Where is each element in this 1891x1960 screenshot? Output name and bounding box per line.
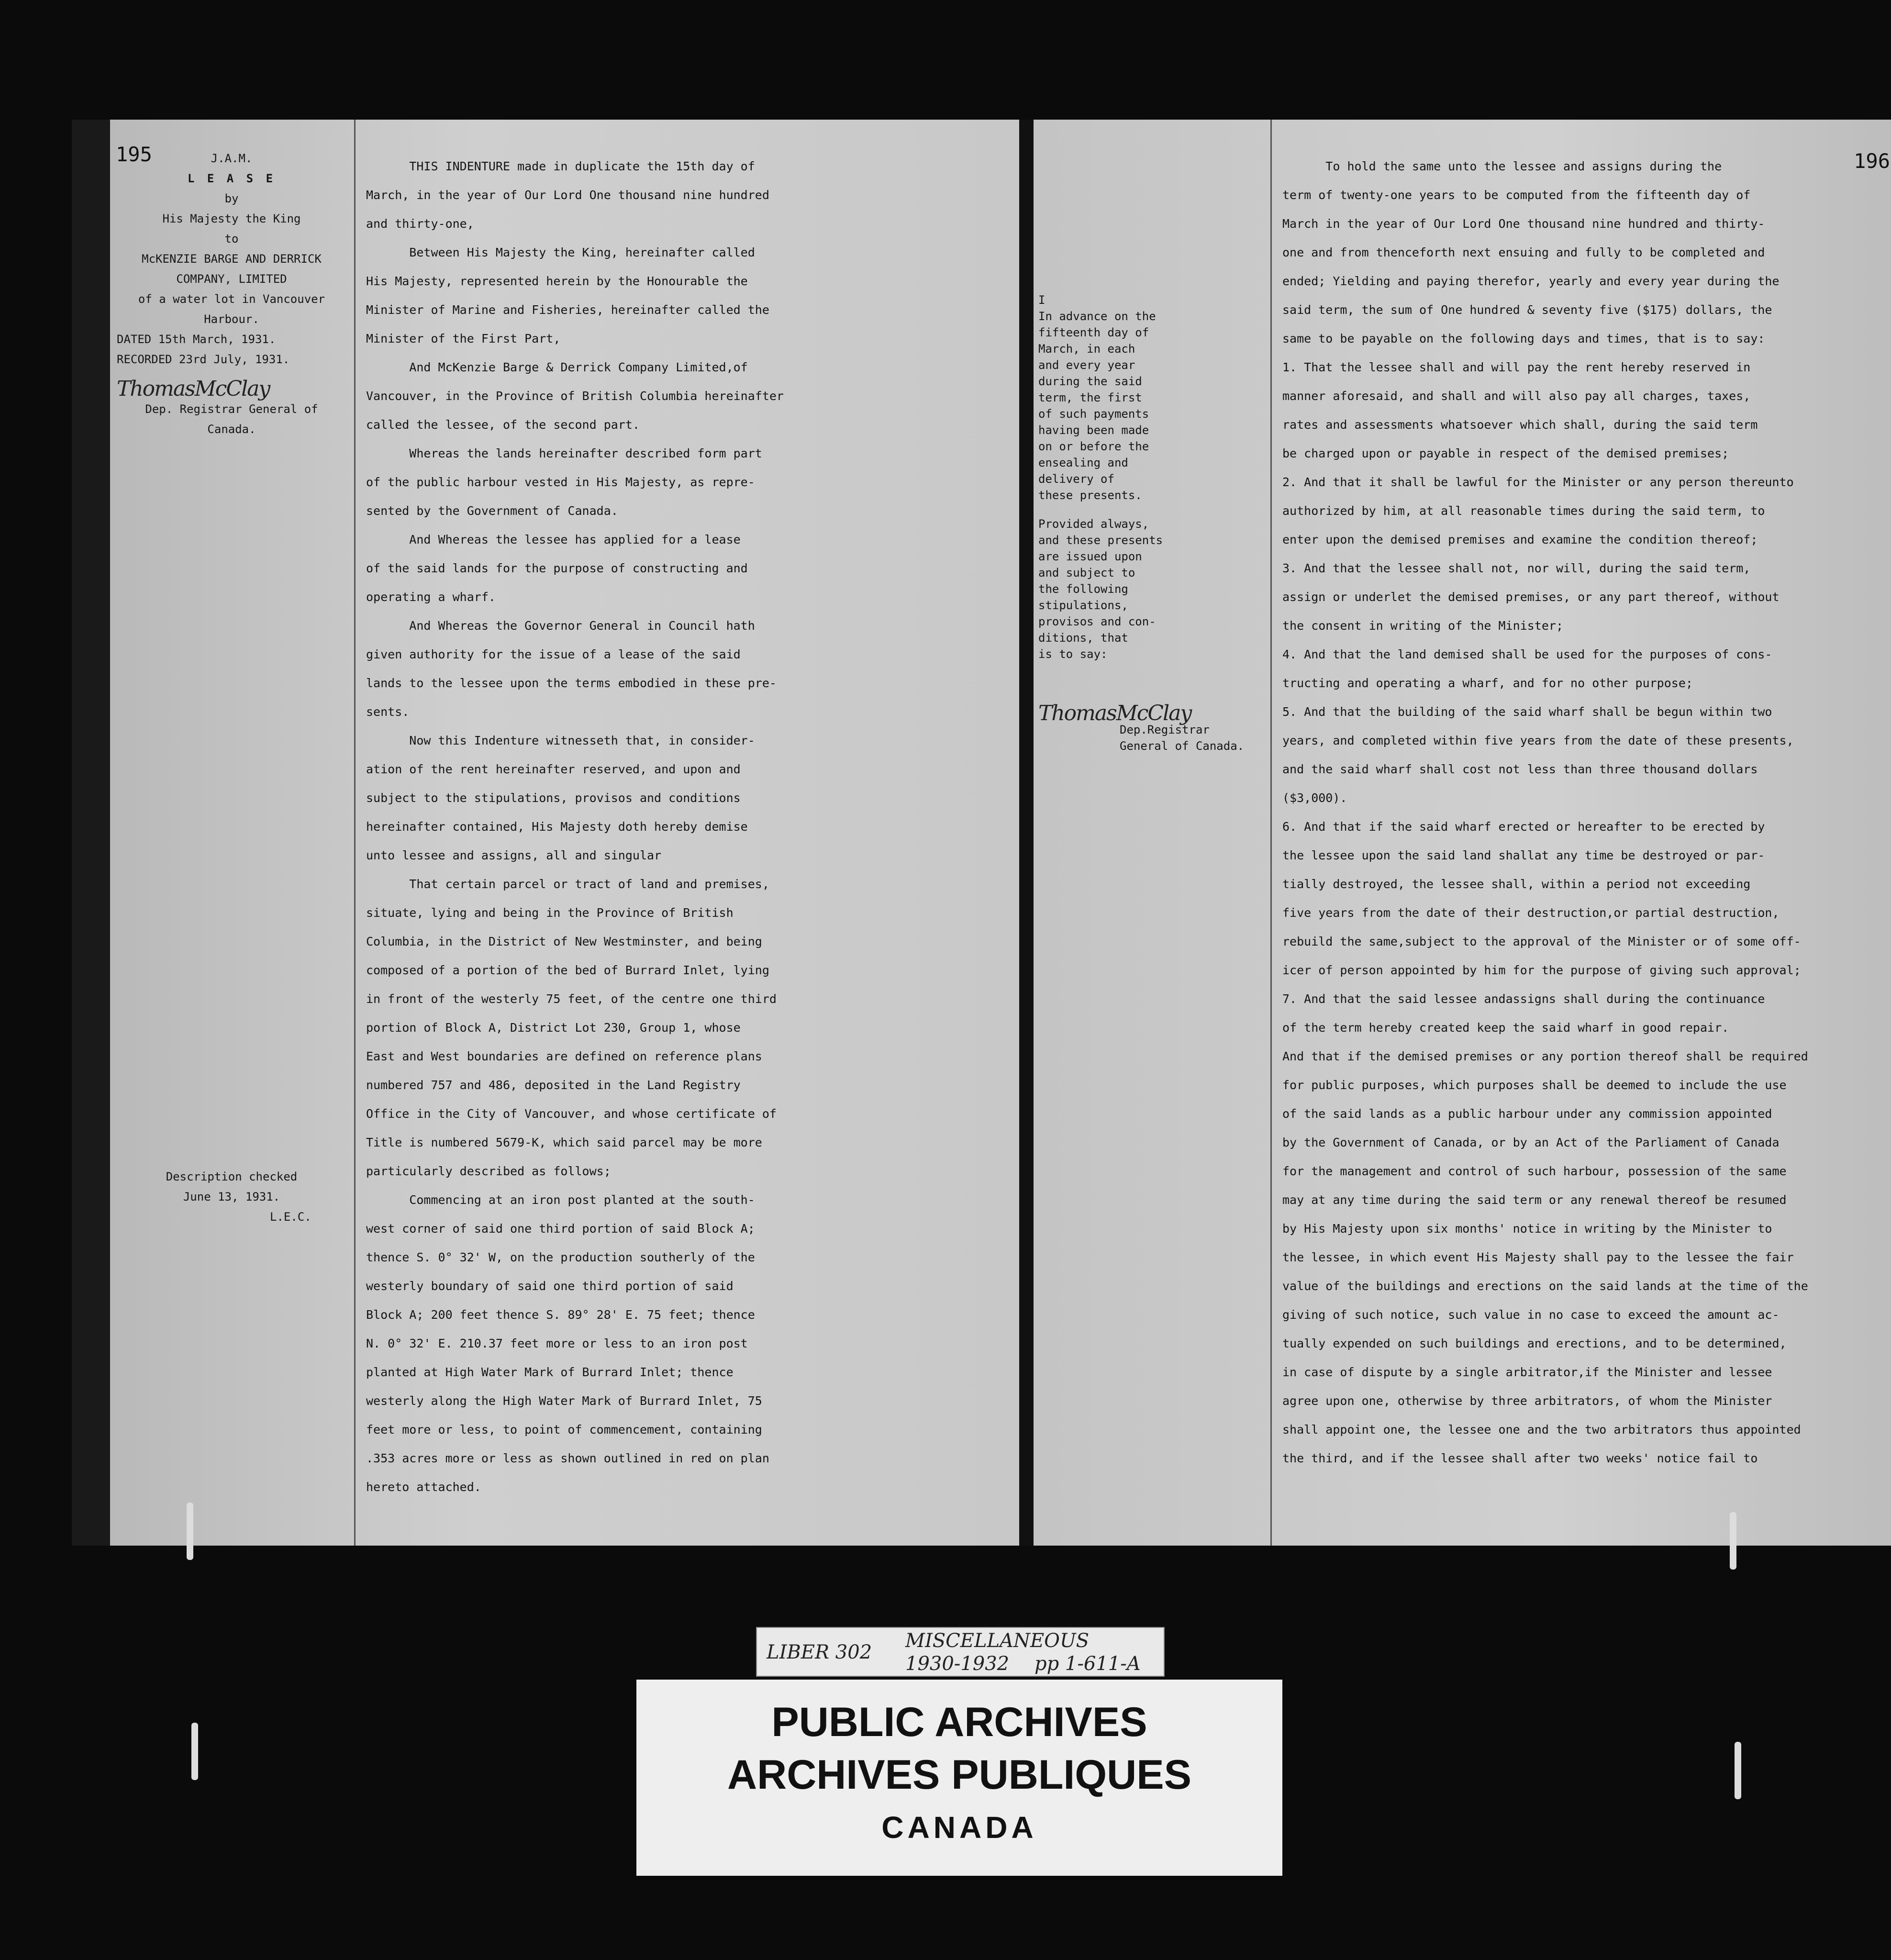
text-line: particularly described as follows;: [366, 1164, 611, 1178]
text-line: assign or underlet the demised premises, or any part thereof, without: [1282, 590, 1780, 604]
text-line: 2. And that it shall be lawful for the Minister or any person thereunto: [1282, 475, 1794, 489]
text-line: one and from thenceforth next ensuing and fully to be completed and: [1282, 245, 1765, 259]
book-stand: [191, 1723, 198, 1780]
text-line: East and West boundaries are defined on reference plans: [366, 1049, 762, 1063]
text-line: feet more or less, to point of commencement, containing: [366, 1423, 762, 1437]
text-line: years, and completed within five years from the date of these presents,: [1282, 734, 1794, 747]
text-line: called the lessee, of the second part.: [366, 418, 640, 432]
text-line: unto lessee and assigns, all and singular: [366, 848, 662, 862]
archives-label: [636, 1680, 1282, 1876]
left-margin-notes: [117, 148, 346, 1227]
text-line: provisos and con-: [1038, 615, 1156, 628]
text-line: ation of the rent hereinafter reserved, and upon and: [366, 762, 741, 776]
text-line: 7. And that the said lessee andassigns shall during the continuance: [1282, 992, 1765, 1006]
text-line: shall appoint one, the lessee one and the two arbitrators thus appointed: [1282, 1423, 1801, 1437]
text-line: March in the year of Our Lord One thousand nine hundred and thirty-: [1282, 217, 1765, 231]
text-line: for public purposes, which purposes shall be deemed to include the use: [1282, 1078, 1787, 1092]
text-line: portion of Block A, District Lot 230, Group 1, whose: [366, 1021, 741, 1035]
text-line: tructing and operating a wharf, and for no other purpose;: [1282, 676, 1693, 690]
text-line: 4. And that the land demised shall be used for the purposes of cons-: [1282, 647, 1772, 661]
text-line: by His Majesty upon six months' notice in writing by the Minister to: [1282, 1222, 1772, 1236]
text-line: rebuild the same,subject to the approval of the Minister or of some off-: [1282, 935, 1801, 948]
text-line: Minister of Marine and Fisheries, hereinafter called the: [366, 303, 769, 317]
margin-party-1: His Majesty the King: [162, 212, 301, 225]
text-line: having been made: [1038, 423, 1149, 437]
text-line: of such payments: [1038, 407, 1149, 421]
book-stand: [187, 1503, 193, 1560]
text-line: manner aforesaid, and shall and will also pay all charges, taxes,: [1282, 389, 1751, 403]
text-line: term of twenty-one years to be computed from the fifteenth day of: [1282, 188, 1751, 202]
text-line: on or before the: [1038, 440, 1149, 453]
checker-initials: L.E.C.: [270, 1210, 311, 1224]
right-page: [1034, 120, 1891, 1546]
text-line: in front of the westerly 75 feet, of the centre one third: [366, 992, 777, 1006]
margin-lot: Harbour.: [204, 312, 259, 326]
margin-payment-note: [1038, 292, 1268, 503]
text-line: fifteenth day of: [1038, 326, 1149, 339]
text-line: term, the first: [1038, 391, 1142, 404]
text-line: five years from the date of their destruction,or partial destruction,: [1282, 906, 1780, 920]
text-line: hereto attached.: [366, 1480, 481, 1494]
text-line: Vancouver, in the Province of British Columbia hereinafter: [366, 389, 784, 403]
text-line: be charged upon or payable in respect of the demised premises;: [1282, 446, 1729, 460]
text-line: given authority for the issue of a lease of the said: [366, 647, 741, 661]
text-line: Title is numbered 5679-K, which said parcel may be more: [366, 1136, 762, 1149]
text-line: in case of dispute by a single arbitrator,if the Minister and lessee: [1282, 1365, 1772, 1379]
archives-country: CANADA: [881, 1810, 1037, 1845]
text-line: value of the buildings and erections on the said lands at the time of the: [1282, 1279, 1808, 1293]
margin-party-2: COMPANY, LIMITED: [176, 272, 287, 286]
text-line: 6. And that if the said wharf erected or hereafter to be erected by: [1282, 820, 1765, 834]
text-line: hereinafter contained, His Majesty doth hereby demise: [366, 820, 748, 834]
text-line: and the said wharf shall cost not less than three thousand dollars: [1282, 762, 1758, 776]
text-line: To hold the same unto the lessee and assigns during the: [1282, 159, 1722, 173]
text-line: ended; Yielding and paying therefor, yearly and every year during the: [1282, 274, 1780, 288]
margin-proviso-note: [1038, 516, 1268, 662]
description-checked-date: June 13, 1931.: [183, 1190, 280, 1203]
text-line: composed of a portion of the bed of Burrard Inlet, lying: [366, 963, 769, 977]
lease-terms-text: [1282, 152, 1885, 1473]
text-line: 1. That the lessee shall and will pay the rent hereby reserved in: [1282, 360, 1751, 374]
text-line: Now this Indenture witnesseth that, in consider-: [366, 734, 755, 747]
text-line: west corner of said one third portion of said Block A;: [366, 1222, 755, 1236]
clerk-initials: J.A.M.: [211, 152, 253, 165]
text-line: And Whereas the Governor General in Council hath: [366, 619, 755, 633]
text-line: and thirty-one,: [366, 217, 474, 231]
text-line: by the Government of Canada, or by an Act of the Parliament of Canada: [1282, 1136, 1780, 1149]
text-line: ($3,000).: [1282, 791, 1347, 805]
text-line: thence S. 0° 32' W, on the production southerly of the: [366, 1250, 755, 1264]
page-number: 195: [116, 143, 152, 166]
book-stand: [1735, 1742, 1741, 1799]
registrar-title: General of Canada.: [1120, 739, 1245, 753]
text-line: delivery of: [1038, 472, 1114, 486]
book-stand: [1730, 1512, 1736, 1570]
text-line: I: [1038, 293, 1046, 307]
document-type: L E A S E: [187, 172, 276, 185]
text-line: the lessee upon the said land shallat any time be destroyed or par-: [1282, 848, 1765, 862]
text-line: sented by the Government of Canada.: [366, 504, 618, 518]
text-line: March, in the year of Our Lord One thousand nine hundred: [366, 188, 769, 202]
liber-label: [756, 1627, 1165, 1677]
margin-party-2: McKENZIE BARGE AND DERRICK: [142, 252, 322, 266]
registrar-title: Dep. Registrar General of: [145, 402, 318, 416]
text-line: 3. And that the lessee shall not, nor will, during the said term,: [1282, 561, 1751, 575]
margin-text: by: [224, 192, 239, 205]
margin-text: to: [224, 232, 239, 245]
archives-name-fr: ARCHIVES PUBLIQUES: [727, 1752, 1192, 1798]
text-line: these presents.: [1038, 489, 1142, 502]
text-line: And Whereas the lessee has applied for a lease: [366, 533, 741, 546]
text-line: numbered 757 and 486, deposited in the Land Registry: [366, 1078, 741, 1092]
dated-line: DATED 15th March, 1931.: [117, 333, 276, 346]
text-line: Commencing at an iron post planted at the south-: [366, 1193, 755, 1207]
text-line: Minister of the First Part,: [366, 332, 561, 345]
text-line: 5. And that the building of the said wharf shall be begun within two: [1282, 705, 1772, 719]
text-line: of the said lands for the purpose of constructing and: [366, 561, 748, 575]
text-line: rates and assessments whatsoever which shall, during the said term: [1282, 418, 1758, 432]
text-line: Columbia, in the District of New Westminster, and being: [366, 935, 762, 948]
text-line: during the said: [1038, 375, 1142, 388]
text-line: of the said lands as a public harbour under any commission appointed: [1282, 1107, 1772, 1121]
text-line: enter upon the demised premises and examine the condition thereof;: [1282, 533, 1758, 546]
page-number: 196: [1854, 149, 1890, 173]
text-line: March, in each: [1038, 342, 1135, 356]
registrar-title: Dep.Registrar: [1120, 723, 1210, 736]
text-line: ditions, that: [1038, 631, 1128, 645]
text-line: for the management and control of such harbour, possession of the same: [1282, 1164, 1787, 1178]
text-line: westerly boundary of said one third portion of said: [366, 1279, 734, 1293]
text-line: And that if the demised premises or any portion thereof shall be required: [1282, 1049, 1808, 1063]
margin-lot: of a water lot in Vancouver: [138, 292, 325, 306]
text-line: operating a wharf.: [366, 590, 496, 604]
margin-rule: [354, 120, 356, 1546]
text-line: In advance on the: [1038, 310, 1156, 323]
right-margin-notes: [1038, 292, 1268, 754]
text-line: Office in the City of Vancouver, and whose certificate of: [366, 1107, 777, 1121]
text-line: tually expended on such buildings and erections, and to be determined,: [1282, 1336, 1787, 1350]
text-line: giving of such notice, such value in no case to exceed the amount ac-: [1282, 1308, 1780, 1322]
text-line: of the public harbour vested in His Majesty, as repre-: [366, 475, 755, 489]
registrar-title: Canada.: [207, 423, 256, 436]
text-line: His Majesty, represented herein by the Honourable the: [366, 274, 748, 288]
text-line: sents.: [366, 705, 410, 719]
text-line: of the term hereby created keep the said wharf in good repair.: [1282, 1021, 1729, 1035]
indenture-text: [366, 152, 998, 1502]
text-line: the third, and if the lessee shall after two weeks' notice fail to: [1282, 1451, 1758, 1465]
text-line: THIS INDENTURE made in duplicate the 15th day of: [366, 159, 755, 173]
liber-title: MISCELLANEOUS: [905, 1630, 1090, 1652]
text-line: westerly along the High Water Mark of Burrard Inlet, 75: [366, 1394, 762, 1408]
left-page: [110, 120, 1019, 1546]
description-checked: Description checked: [166, 1170, 298, 1183]
text-line: tially destroyed, the lessee shall, within a period not exceeding: [1282, 877, 1751, 891]
text-line: the consent in writing of the Minister;: [1282, 619, 1563, 633]
text-line: lands to the lessee upon the terms embodied in these pre-: [366, 676, 777, 690]
text-line: authorized by him, at all reasonable times during the said term, to: [1282, 504, 1765, 518]
text-line: agree upon one, otherwise by three arbitrators, of whom the Minister: [1282, 1394, 1772, 1408]
text-line: said term, the sum of One hundred & seventy five ($175) dollars, the: [1282, 303, 1772, 317]
archives-name-en: PUBLIC ARCHIVES: [771, 1699, 1147, 1745]
text-line: and these presents: [1038, 534, 1163, 547]
liber-pages: pp 1-611-A: [1034, 1653, 1141, 1675]
text-line: Provided always,: [1038, 517, 1149, 531]
text-line: and every year: [1038, 358, 1135, 372]
registrar-signature: ThomasMcClay: [117, 377, 270, 401]
text-line: planted at High Water Mark of Burrard Inlet; thence: [366, 1365, 734, 1379]
text-line: are issued upon: [1038, 550, 1142, 563]
text-line: .353 acres more or less as shown outlined in red on plan: [366, 1451, 769, 1465]
text-line: and subject to: [1038, 566, 1135, 579]
text-line: the lessee, in which event His Majesty shall pay to the lessee the fair: [1282, 1250, 1794, 1264]
text-line: may at any time during the said term or any renewal thereof be resumed: [1282, 1193, 1787, 1207]
registrar-signature: ThomasMcClay: [1038, 701, 1191, 725]
text-line: subject to the stipulations, provisos and conditions: [366, 791, 741, 805]
text-line: Between His Majesty the King, hereinafter called: [366, 245, 755, 259]
recorded-line: RECORDED 23rd July, 1931.: [117, 353, 290, 366]
liber-number: LIBER 302: [767, 1641, 872, 1663]
ledger-book: [72, 120, 1890, 1546]
text-line: And McKenzie Barge & Derrick Company Limited,of: [366, 360, 748, 374]
text-line: the following: [1038, 582, 1128, 596]
text-line: is to say:: [1038, 647, 1108, 661]
text-line: same to be payable on the following days and times, that is to say:: [1282, 332, 1765, 345]
text-line: Block A; 200 feet thence S. 89° 28' E. 75 feet; thence: [366, 1308, 755, 1322]
text-line: Whereas the lands hereinafter described form part: [366, 446, 762, 460]
text-line: ensealing and: [1038, 456, 1128, 469]
text-line: That certain parcel or tract of land and premises,: [366, 877, 769, 891]
margin-rule: [1270, 120, 1272, 1546]
liber-years: 1930-1932: [905, 1653, 1010, 1675]
text-line: icer of person appointed by him for the purpose of giving such approval;: [1282, 963, 1801, 977]
text-line: situate, lying and being in the Province of British: [366, 906, 734, 920]
book-gutter: [1019, 120, 1034, 1546]
text-line: stipulations,: [1038, 599, 1128, 612]
text-line: N. 0° 32' E. 210.37 feet more or less to an iron post: [366, 1336, 748, 1350]
